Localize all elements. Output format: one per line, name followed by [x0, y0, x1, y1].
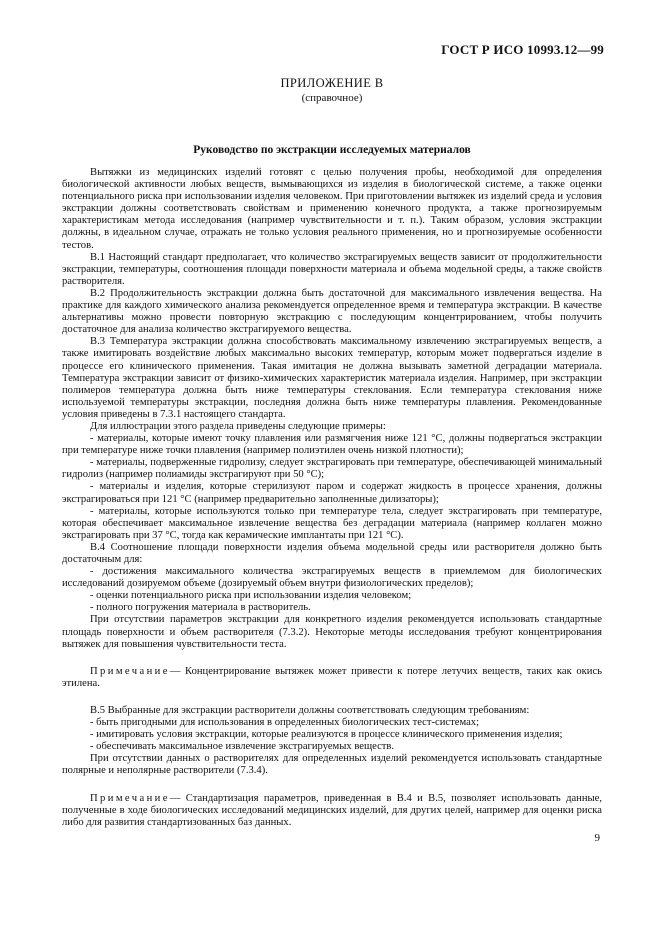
paragraph: При отсутствии данных о растворителях для определенных изделий рекомендуется использовать стандартные полярные и неполярные растворители (7.3.4).	[62, 753, 602, 777]
example-item: - материалы, которые имеют точку плавления или размягчения ниже 121 °С, должны подвергаться экстракции при температуре ниже точки плавления (например полиэтилен очень низкой плотности);	[62, 433, 602, 457]
example-item: - материалы, которые используются только при температуре тела, следует экстрагировать при температуре, которая обеспечивает максимальное извлечение вещества без деградации материала (например коллаген можно экстрагировать при 37 °С, тогда как керамические имплантаты при 121 °С).	[62, 505, 602, 541]
intro-paragraph: Вытяжки из медицинских изделий готовят с целью получения пробы, необходимой для определения биологической активности любых веществ, вымывающихся из изделия в биологической системе, а также оценки потенциального риска при использовании изделия человеком. При приготовлении вытяжек из изделий среда и условия экстракции должны соответствовать свойствам и применению конечного продукта, а также прогнозируемым характеристикам метода исследования (например чувствительности и т. п.). Таким образом, условия экстракции должны, в идеальном случае, отражать не только условия реального применения, но и прогнозируемые особенности тестов.	[62, 167, 602, 251]
list-item: - быть пригодными для использования в определенных биологических тест-системах;	[90, 717, 480, 729]
appendix-title: ПРИЛОЖЕНИЕ В	[280, 76, 384, 90]
section-b1-paragraph: В.1 Настоящий стандарт предполагает, что количество экстрагируемых веществ зависит от продолжительности экстракции, температуры, соотношения площади поверхности материала и объема модельной среды, а также свойств растворителя.	[62, 251, 602, 287]
section-b3-paragraph: В.3 Температура экстракции должна способствовать максимальному извлечению экстрагируемых веществ, а также имитировать воздействие любых максимально высоких температур, которым может подвергаться изделие в процессе его клинического применения. Такая имитация не должна вызывать заметной деградации материала. Температура экстракции зависит от физико-химических характеристик материала изделия. Например, при экстракции полимеров температура должна быть ниже температуры стеклования. Если температура стеклования ниже используемой температуры экстракции, последняя должна быть ниже температуры плавления. Рекомендованные условия приведены в 7.3.1 настоящего стандарта.	[62, 336, 602, 420]
note-1	[62, 666, 602, 690]
list-item: - обеспечивать максимальное извлечение экстрагируемых веществ.	[90, 741, 395, 753]
list-item: - достижения максимального количества экстрагируемых веществ в приемлемом для биологических исследований дозируемом объеме (дозируемый объем внутри физиологических пределов);	[62, 566, 602, 590]
note-text: — Концентрирование вытяжек может привести к потере летучих веществ, таких как окись этилена.	[62, 665, 602, 689]
list-item: - имитировать условия экстракции, которые реализуются в процессе клинического применения изделия;	[90, 729, 563, 741]
paragraph: При отсутствии параметров экстракции для конкретного изделия рекомендуется использовать стандартные площадь поверхности и объем растворителя (7.3.2). Некоторые методы исследования требуют концентрирования вытяжек для повышения чувствительности теста.	[62, 614, 602, 650]
list-item: - полного погружения материала в растворитель.	[90, 602, 311, 614]
note-text: — Стандартизация параметров, приведенная в В.4 и В.5, позволяет использовать данные, полученные в ходе биологических исследований медицинских изделий, для других целей, например для оценки риска либо для развития стандартизованных баз данных.	[62, 792, 602, 828]
section-b2-paragraph: В.2 Продолжительность экстракции должна быть достаточной для максимального извлечения вещества. На практике для каждого химического анализа рекомендуется определенное время и температура экстракции. В качестве альтернативы можно провести повторную экстракцию с последующим концентрированием, чтобы получить достаточное для анализа количество экстрагируемого вещества.	[62, 287, 602, 336]
examples-intro: Для иллюстрации этого раздела приведены следующие примеры:	[90, 420, 386, 432]
note-label: Примечание	[90, 665, 170, 677]
standard-header: ГОСТ Р ИСО 10993.12—99	[441, 42, 604, 57]
document-title: Руководство по экстракции исследуемых материалов	[193, 144, 471, 156]
note-2	[62, 793, 602, 829]
document-body	[62, 167, 602, 829]
section-b4-paragraph: В.4 Соотношение площади поверхности изделия объема модельной среды или растворителя должно быть достаточным для:	[62, 541, 602, 565]
appendix-subtitle: (справочное)	[301, 92, 363, 104]
note-label: Примечание	[90, 792, 170, 804]
document-page	[62, 0, 602, 936]
example-item: - материалы, подверженные гидролизу, следует экстрагировать при температуре, обеспечивающей минимальный гидролиз (например полиамиды экстрагируют при 50 °С);	[62, 457, 602, 481]
page-number: 9	[594, 832, 600, 844]
example-item: - материалы и изделия, которые стерилизуют паром и содержат жидкость в процессе хранения, должны экстрагироваться при 121 °С (например предварительно заполненные дилизаторы);	[62, 481, 602, 505]
list-item: - оценки потенциального риска при использовании изделия человеком;	[90, 590, 412, 602]
section-b5-paragraph: В.5 Выбранные для экстракции растворители должны соответствовать следующим требованиям:	[90, 704, 530, 716]
